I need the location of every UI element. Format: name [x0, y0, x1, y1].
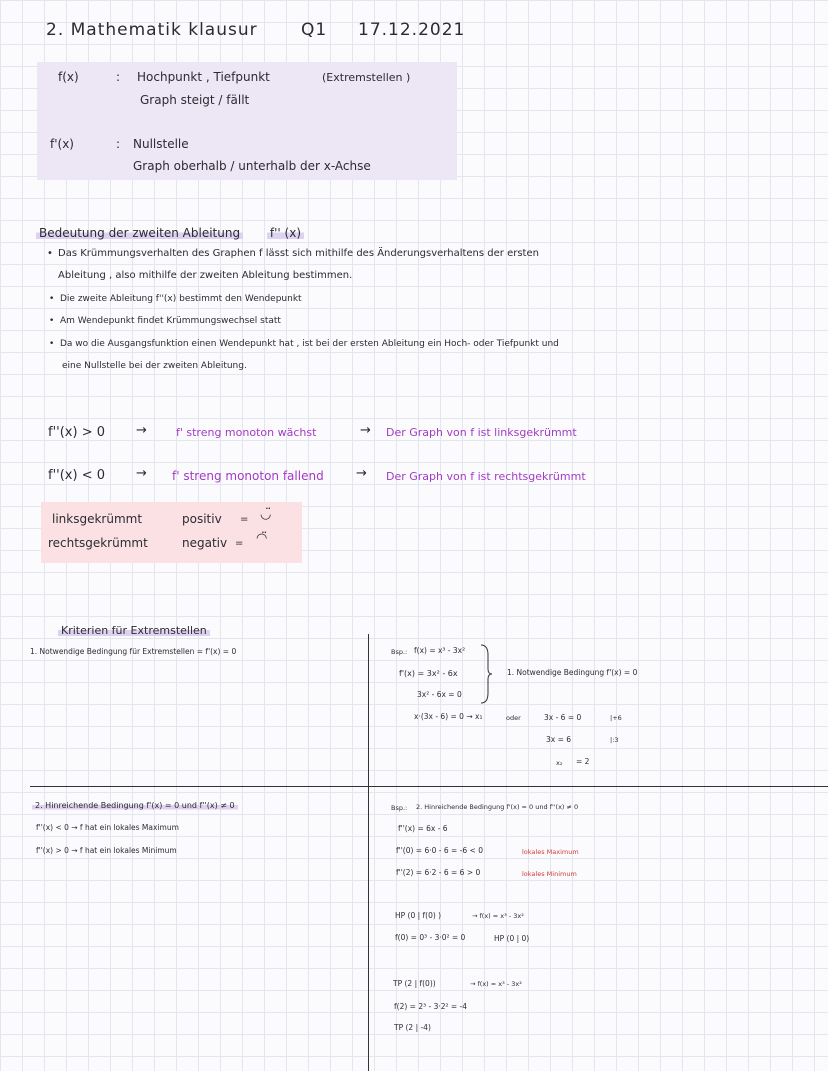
criteria-sufficient	[32, 801, 238, 810]
rule-1-result: Der Graph von f ist linksgekrümmt	[386, 426, 577, 439]
example-2-hp-1: HP (0 | f(0) )	[395, 911, 442, 920]
page-title: 2. Mathematik klausur	[46, 20, 258, 40]
meaning-heading	[36, 226, 304, 240]
example-2-line-2-result: lokales Maximum	[522, 848, 579, 856]
curvature-right-sign: negativ	[182, 536, 228, 550]
f-colon: :	[116, 70, 121, 84]
meaning-heading-text: Bedeutung der zweiten Ableitung	[36, 226, 243, 240]
example-1-solve-2-op: |:3	[610, 736, 619, 744]
rule-1-middle: f' streng monoton wächst	[176, 426, 317, 439]
example-1-solve-3-var: x₂	[556, 759, 563, 767]
example-2-line-3-result: lokales Minimum	[522, 870, 577, 878]
rule-2-middle: f' streng monoton fallend	[172, 469, 324, 483]
meaning-bullet-2: • Die zweite Ableitung f''(x) bestimmt den Wendepunkt	[60, 294, 302, 304]
example-1-line-3: 3x² - 6x = 0	[417, 690, 462, 699]
example-2-tp-2: f(2) = 2³ - 3·2² = -4	[394, 1002, 468, 1011]
curvature-right-eq: =	[235, 538, 244, 549]
term-label: Q1	[301, 20, 328, 40]
curvature-right-word: rechtsgekrümmt	[48, 536, 148, 550]
fp-label: f'(x)	[50, 137, 74, 151]
example-2-tp-3: TP (2 | -4)	[394, 1023, 431, 1032]
f-line1-note: (Extremstellen )	[322, 71, 411, 84]
curvature-left-word: linksgekrümmt	[52, 512, 143, 526]
example-2-tp-1-arrow: → f(x) = x³ - 3x²	[470, 980, 522, 988]
fp-line1: Nullstelle	[133, 137, 189, 151]
curvature-left-eq: =	[240, 514, 249, 525]
example-1-solve-1: 3x - 6 = 0	[544, 713, 582, 722]
criteria-sufficient-text: 2. Hinreichende Bedingung f'(x) = 0 und f''(x) ≠ 0	[32, 801, 238, 810]
f-line2: Graph steigt / fällt	[140, 93, 250, 107]
example-1-label: Bsp.:	[391, 648, 408, 656]
horizontal-divider	[30, 786, 828, 787]
f-label: f(x)	[58, 70, 79, 84]
meaning-bullet-3: • Am Wendepunkt findet Krümmungswechsel statt	[60, 316, 281, 326]
criteria-heading-text: Kriterien für Extremstellen	[58, 624, 210, 637]
rule-1-condition: f''(x) > 0	[48, 425, 105, 440]
meaning-bullet-4-line-1: • Da wo die Ausgangsfunktion einen Wendepunkt hat , ist bei der ersten Ableitung ein Hoch- oder Tiefpunkt und	[60, 339, 559, 349]
example-2-heading: 2. Hinreichende Bedingung f'(x) = 0 und f''(x) ≠ 0	[416, 803, 579, 811]
rule-2-result: Der Graph von f ist rechtsgekrümmt	[386, 470, 586, 483]
rule-1-arrow-2: →	[360, 423, 371, 438]
example-2-hp-2-result: HP (0 | 0)	[494, 934, 530, 943]
example-1-line-1: f(x) = x³ - 3x²	[414, 646, 466, 655]
example-1-note: 1. Notwendige Bedingung f'(x) = 0	[507, 668, 638, 677]
meaning-bullet-1-line-2: Ableitung , also mithilfe der zweiten Ableitung bestimmen.	[58, 270, 353, 281]
date-label: 17.12.2021	[358, 20, 466, 40]
criteria-sufficient-rule-2: f''(x) > 0 → f hat ein lokales Minimum	[36, 846, 177, 855]
fp-line2: Graph oberhalb / unterhalb der x-Achse	[133, 159, 371, 173]
frowny-icon: ◠̈	[256, 531, 268, 546]
f-line1: Hochpunkt , Tiefpunkt	[137, 70, 270, 84]
example-2-line-1: f''(x) = 6x - 6	[398, 824, 448, 833]
example-2-label: Bsp.:	[391, 804, 408, 812]
criteria-necessary: 1. Notwendige Bedingung für Extremstellen = f'(x) = 0	[30, 647, 237, 656]
example-2-hp-1-arrow: → f(x) = x³ - 3x²	[472, 912, 524, 920]
fp-colon: :	[116, 137, 121, 151]
example-1-line-4: x·(3x - 6) = 0 → x₁	[414, 712, 483, 721]
example-1-solve-3: = 2	[576, 757, 590, 766]
rule-2-arrow: →	[136, 466, 147, 481]
example-2-line-2: f''(0) = 6·0 - 6 = -6 < 0	[396, 846, 483, 855]
smiley-icon: ◡̈	[260, 507, 272, 522]
example-2-hp-2: f(0) = 0³ - 3·0² = 0	[395, 933, 466, 942]
example-1-solve-2: 3x = 6	[546, 735, 572, 744]
brace-icon	[478, 643, 494, 705]
vertical-divider	[368, 634, 369, 1071]
meaning-bullet-4-line-2: eine Nullstelle bei der zweiten Ableitung.	[62, 361, 247, 371]
rule-2-condition: f''(x) < 0	[48, 468, 105, 483]
example-2-tp-1: TP (2 | f(0))	[393, 979, 436, 988]
criteria-heading	[58, 624, 210, 637]
example-1-line-2: f'(x) = 3x² - 6x	[399, 669, 458, 678]
meaning-heading-symbol: f'' (x)	[267, 226, 304, 240]
example-1-or: oder	[506, 714, 521, 722]
rule-2-arrow-2: →	[356, 466, 367, 481]
rule-1-arrow: →	[136, 423, 147, 438]
example-2-line-3: f''(2) = 6·2 - 6 = 6 > 0	[396, 868, 481, 877]
example-1-solve-1-op: |+6	[610, 714, 622, 722]
criteria-sufficient-rule-1: f''(x) < 0 → f hat ein lokales Maximum	[36, 823, 179, 832]
meaning-bullet-1-line-1: • Das Krümmungsverhalten des Graphen f lässt sich mithilfe des Änderungsverhaltens der ersten	[58, 248, 539, 259]
curvature-left-sign: positiv	[182, 512, 222, 526]
